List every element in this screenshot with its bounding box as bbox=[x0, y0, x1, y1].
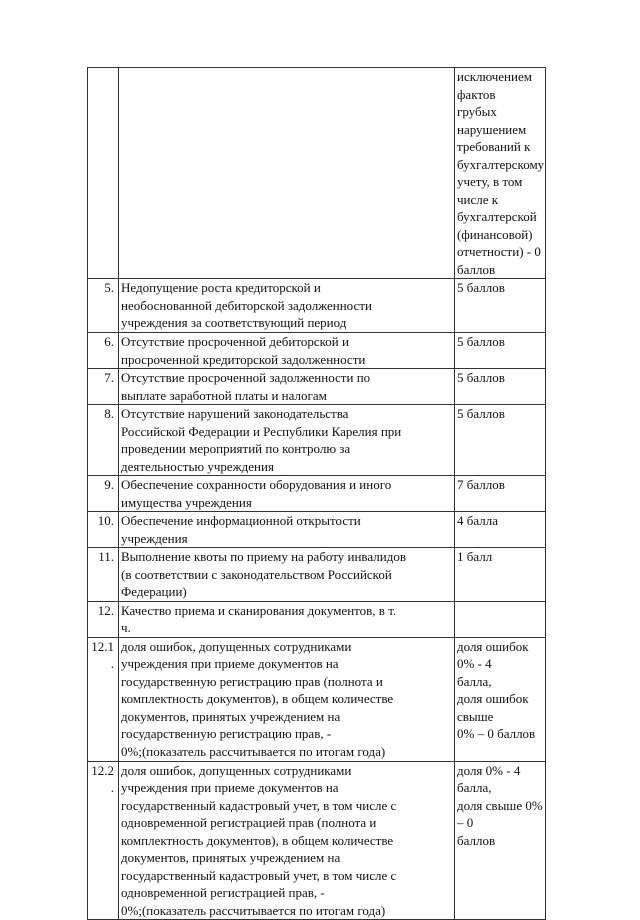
criterion-text: доля ошибок, допущенных сотрудниками учреждения при приеме документов на государственный кадастровый учет, в том числе с одновременной регистрацией прав (полнота и комплектность документов), в общем количестве документов, принятых учреждением на государственный кадастровый учет, в том числе с одновременной регистрацией прав, - 0%;(показатель рассчитывается по итогам года) bbox=[119, 761, 455, 920]
criterion-text: Отсутствие просроченной дебиторской и просроченной кредиторской задолженности bbox=[119, 333, 455, 369]
score-text: 5 баллов bbox=[455, 279, 546, 333]
criterion-text: Качество приема и сканирования документов, в т. ч. bbox=[119, 601, 455, 637]
table-row bbox=[88, 512, 546, 548]
score-text: доля 0% - 4 балла, доля свыше 0% – 0 баллов bbox=[455, 761, 546, 920]
score-text bbox=[455, 601, 546, 637]
criterion-text: Отсутствие просроченной задолженности по выплате заработной платы и налогам bbox=[119, 369, 455, 405]
table-row bbox=[88, 548, 546, 602]
row-number: 11. bbox=[88, 548, 119, 602]
table-row bbox=[88, 637, 546, 761]
criterion-text: Обеспечение информационной открытости учреждения bbox=[119, 512, 455, 548]
row-number: 9. bbox=[88, 476, 119, 512]
row-number: 5. bbox=[88, 279, 119, 333]
criterion-text: Обеспечение сохранности оборудования и иного имущества учреждения bbox=[119, 476, 455, 512]
row-number: 6. bbox=[88, 333, 119, 369]
table-row bbox=[88, 761, 546, 920]
row-number: 10. bbox=[88, 512, 119, 548]
score-text: 4 балла bbox=[455, 512, 546, 548]
table-row bbox=[88, 68, 546, 279]
score-text: 5 баллов bbox=[455, 405, 546, 476]
table-row bbox=[88, 601, 546, 637]
table-row bbox=[88, 279, 546, 333]
criteria-table bbox=[87, 67, 546, 920]
criterion-text: доля ошибок, допущенных сотрудниками учреждения при приеме документов на государственную регистрацию прав (полнота и комплектность документов), в общем количестве документов, принятых учреждением на государственную регистрацию прав, - 0%;(показатель рассчитывается по итогам года) bbox=[119, 637, 455, 761]
table-row bbox=[88, 476, 546, 512]
row-number: 8. bbox=[88, 405, 119, 476]
row-number: 7. bbox=[88, 369, 119, 405]
table-row bbox=[88, 405, 546, 476]
score-text: 5 баллов bbox=[455, 369, 546, 405]
score-text: исключением фактов грубых нарушением требований к бухгалтерскому учету, в том числе к бухгалтерской (финансовой) отчетности) - 0 баллов bbox=[455, 68, 546, 279]
criterion-text bbox=[119, 68, 455, 279]
row-number: 12.2 . bbox=[88, 761, 119, 920]
criterion-text: Выполнение квоты по приему на работу инвалидов (в соответствии с законодательством Российской Федерации) bbox=[119, 548, 455, 602]
row-number: 12.1 . bbox=[88, 637, 119, 761]
criterion-text: Отсутствие нарушений законодательства Российской Федерации и Республики Карелия при проведении мероприятий по контролю за деятельностью учреждения bbox=[119, 405, 455, 476]
criterion-text: Недопущение роста кредиторской и необоснованной дебиторской задолженности учреждения за соответствующий период bbox=[119, 279, 455, 333]
score-text: 7 баллов bbox=[455, 476, 546, 512]
row-number: 12. bbox=[88, 601, 119, 637]
score-text: 1 балл bbox=[455, 548, 546, 602]
table-row bbox=[88, 333, 546, 369]
score-text: доля ошибок 0% - 4 балла, доля ошибок свыше 0% – 0 баллов bbox=[455, 637, 546, 761]
table-row bbox=[88, 369, 546, 405]
row-number bbox=[88, 68, 119, 279]
score-text: 5 баллов bbox=[455, 333, 546, 369]
